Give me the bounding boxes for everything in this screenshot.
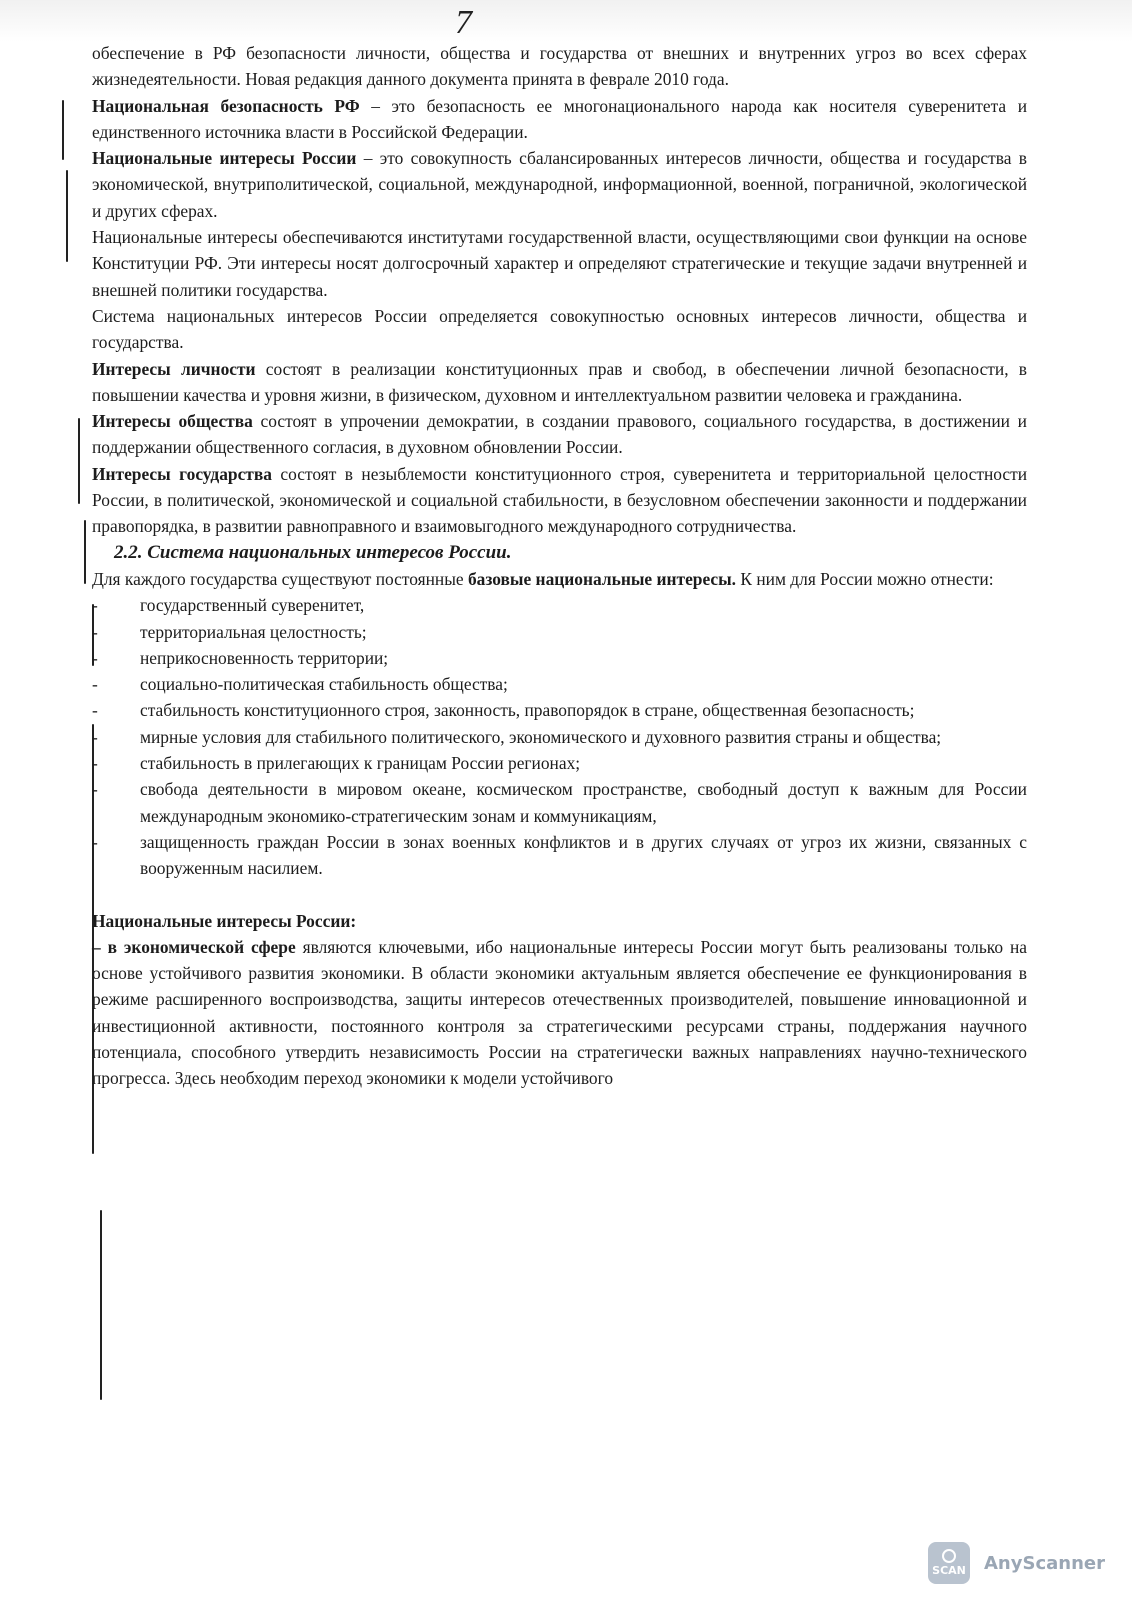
list-item: - государственный суверенитет, [92, 595, 365, 616]
paragraph: – в экономической сфере являются ключевыми, ибо национальные интересы России могут быть реализованы только на основе устойчивого развития экономики. В области экономики актуальным является обеспечение ее функционирования в режиме расширенного воспроизводства, защиты интересов отечественных производителей, повышение инновационной и инвестиционной активности, постоянного контроля за стратегическими ресурсами страны, поддержания научного потенциала, способного утвердить независимость России на стратегически важных направлениях научно-технического прогресса. Здесь необходим переход экономики к модели устойчивого [92, 936, 1027, 1089]
paragraph: Национальные интересы России – это совокупность сбалансированных интересов личности, общества и государства в экономической, внутриполитической, социальной, международной, информационной, военной, пограничной, экологической и других сферах. [92, 148, 1027, 221]
term-bold: – в экономической сфере [92, 936, 296, 957]
paragraph: обеспечение в РФ безопасности личности, общества и государства от внешних и внутренних угроз во всех сферах жизнедеятельности. Новая редакция данного документа принята в феврале 2010 года. [92, 43, 1027, 90]
term-bold: базовые национальные интересы. [467, 568, 737, 589]
paragraph: Интересы общества состоят в упрочении демократии, в создании правового, социального государства, в достижении и поддержании общественного согласия, в духовном обновлении России. [92, 411, 1027, 458]
paragraph: Национальная безопасность РФ – это безопасность ее многонационального народа как носителя суверенитета и единственного источника власти в Российской Федерации. [92, 95, 1027, 142]
lens-icon [942, 1549, 956, 1563]
margin-mark [100, 1210, 102, 1400]
watermark-text: AnyScanner [984, 1552, 1105, 1574]
term-bold: Интересы общества [92, 411, 253, 432]
sub-heading: Национальные интересы России: [92, 910, 357, 931]
margin-mark [78, 418, 80, 504]
margin-mark [66, 170, 68, 262]
list-item: - социально-политическая стабильность общества; [92, 674, 508, 695]
scan-top-shadow [0, 0, 1132, 42]
margin-mark [62, 100, 64, 160]
paragraph: Система национальных интересов России определяется совокупностью основных интересов личности, общества и государства. [92, 305, 1027, 353]
spacer [92, 882, 1027, 908]
margin-mark [84, 520, 86, 584]
list-item: - территориальная целостность; [92, 621, 367, 642]
paragraph: Интересы личности состоят в реализации конституционных прав и свобод, в обеспечении личной безопасности, в повышении качества и уровня жизни, в физическом, духовном и интеллектуальном развитии человека и гражданина. [92, 358, 1028, 405]
handwritten-page-number: 7 [455, 4, 472, 41]
list-item: - свобода деятельности в мировом океане, космическом пространстве, свободный доступ к важным для России международным экономико-стратегическим зонам и коммуникациям, [92, 779, 1027, 826]
term-bold: Интересы государства [92, 463, 272, 484]
section-heading: 2.2. Система национальных интересов России. [114, 541, 512, 563]
list-item: - защищенность граждан России в зонах военных конфликтов и в других случаях от угроз их жизни, связанных с вооруженным насилием. [92, 831, 1027, 879]
list-item: - неприкосновенность территории; [92, 647, 389, 668]
scan-logo-icon: SCAN [928, 1542, 970, 1584]
paragraph: Для каждого государства существуют постоянные базовые национальные интересы. К ним для России можно отнести: [92, 568, 994, 589]
list-item: - мирные условия для стабильного политического, экономического и духовного развития страны и общества; [92, 726, 942, 747]
paragraph: Интересы государства состоят в незыблемости конституционного строя, суверенитета и территориальной целостности России, в политической, экономической и социальной стабильности, в безусловном обеспечении законности и поддержании правопорядка, в развитии равноправного и взаимовыгодного международного сотрудничества. [92, 463, 1028, 537]
list-item: - стабильность конституционного строя, законность, правопорядок в стране, общественная безопасность; [92, 700, 915, 721]
anyscanner-watermark [928, 1542, 1105, 1584]
list-item: - стабильность в прилегающих к границам России регионах; [92, 753, 581, 774]
document-body [92, 40, 1027, 1092]
paragraph: Национальные интересы обеспечиваются институтами государственной власти, осуществляющими свои функции на основе Конституции РФ. Эти интересы носят долгосрочный характер и определяют стратегические и текущие задачи внутренней и внешней политики государства. [92, 227, 1027, 300]
term-bold: Национальная безопасность РФ [92, 95, 360, 116]
term-bold: Интересы личности [92, 358, 256, 379]
term-bold: Национальные интересы России [92, 148, 357, 169]
